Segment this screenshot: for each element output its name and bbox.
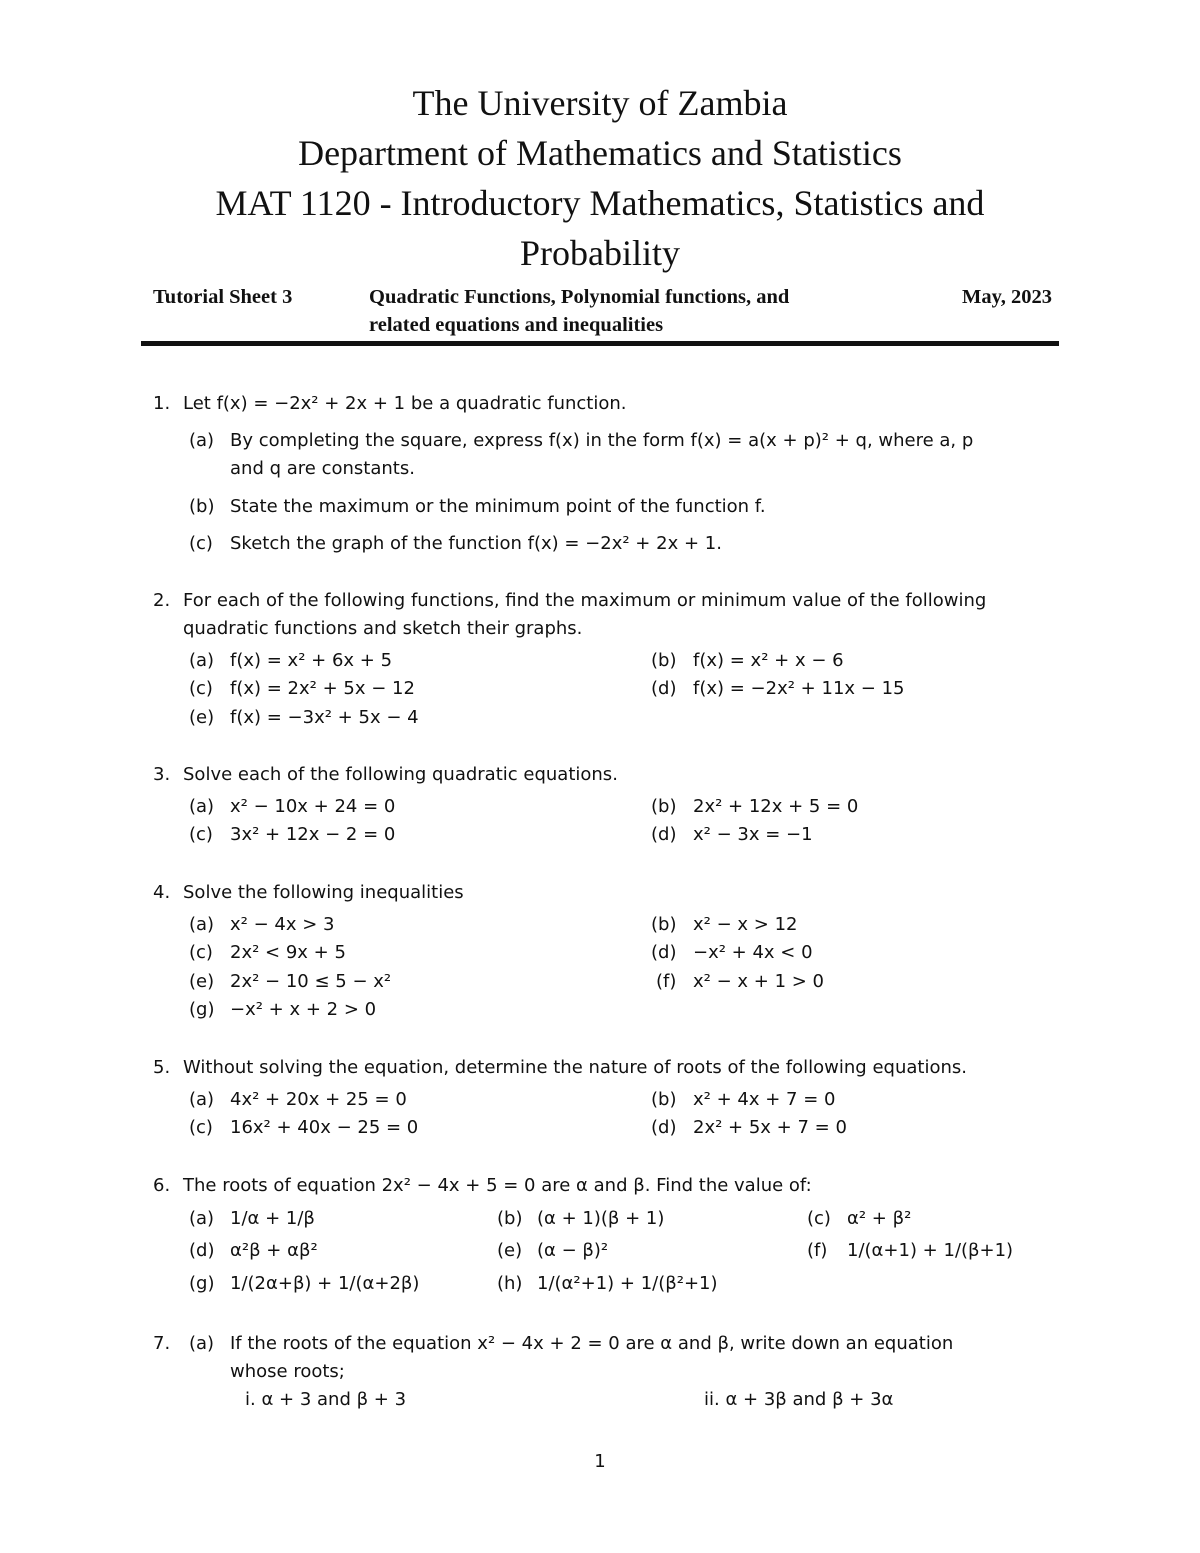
page-number: 1 [594, 1451, 606, 1472]
q7a-ii: ii. α + 3β and β + 3α [704, 1389, 894, 1410]
course-title: MAT 1120 - Introductory Mathematics, Statistics and [215, 183, 985, 223]
document-title [140, 78, 1060, 278]
q3-text: Solve each of the following quadratic equations. [183, 764, 618, 785]
q1a-text-cont: and q are constants. [230, 458, 415, 479]
q6b-expr: (α + 1)(β + 1) [537, 1208, 665, 1229]
q6a-expr: 1/α + 1/β [230, 1208, 315, 1229]
q3a-label: (a) [189, 796, 215, 817]
department-name: Department of Mathematics and Statistics [298, 133, 902, 173]
q6e-label: (e) [497, 1240, 523, 1261]
q5-number: 5. [153, 1057, 171, 1078]
q6-text: The roots of equation 2x² − 4x + 5 = 0 are α and β. Find the value of: [183, 1175, 812, 1196]
q3-number: 3. [153, 764, 171, 785]
q4b-expr: x² − x > 12 [693, 914, 798, 935]
q5d-label: (d) [651, 1117, 677, 1138]
q2b-label: (b) [651, 650, 677, 671]
q5-text: Without solving the equation, determine the nature of roots of the following equations. [183, 1057, 967, 1078]
q6c-expr: α² + β² [847, 1208, 912, 1229]
q5b-label: (b) [651, 1089, 677, 1110]
q4c-label: (c) [189, 942, 213, 963]
q5d-expr: 2x² + 5x + 7 = 0 [693, 1117, 847, 1138]
q7-number: 7. [153, 1333, 171, 1354]
q1-number: 1. [153, 393, 171, 414]
q1a-text: By completing the square, express f(x) in the form f(x) = a(x + p)² + q, where a, p [230, 430, 974, 451]
q3d-label: (d) [651, 824, 677, 845]
q6c-label: (c) [807, 1208, 831, 1229]
q3d-expr: x² − 3x = −1 [693, 824, 813, 845]
header-rule [141, 341, 1059, 346]
q2c-label: (c) [189, 678, 213, 699]
q7a-text: If the roots of the equation x² − 4x + 2 = 0 are α and β, write down an equation [230, 1333, 954, 1354]
q2-text-cont: quadratic functions and sketch their graphs. [183, 618, 583, 639]
q2-text: For each of the following functions, find the maximum or minimum value of the following [183, 590, 987, 611]
q2a-expr: f(x) = x² + 6x + 5 [230, 650, 393, 671]
sheet-number: Tutorial Sheet 3 [153, 286, 293, 308]
q4a-expr: x² − 4x > 3 [230, 914, 335, 935]
topic-line-2: related equations and inequalities [369, 314, 664, 336]
q4d-label: (d) [651, 942, 677, 963]
q6e-expr: (α − β)² [537, 1240, 609, 1261]
q6b-label: (b) [497, 1208, 523, 1229]
q5a-label: (a) [189, 1089, 215, 1110]
q6d-label: (d) [189, 1240, 215, 1261]
q6g-label: (g) [189, 1273, 215, 1294]
q7a-label: (a) [189, 1333, 215, 1354]
sheet-topic [369, 283, 789, 339]
q2d-label: (d) [651, 678, 677, 699]
q1-text: Let f(x) = −2x² + 2x + 1 be a quadratic function. [183, 393, 627, 414]
q1b-text: State the maximum or the minimum point of the function f. [230, 496, 766, 517]
q1c-label: (c) [189, 533, 213, 554]
q6g-expr: 1/(2α+β) + 1/(α+2β) [230, 1273, 420, 1294]
topic-line-1: Quadratic Functions, Polynomial functions, and [369, 286, 790, 308]
q7a-text-cont: whose roots; [230, 1361, 345, 1382]
q2e-label: (e) [189, 707, 215, 728]
q2-number: 2. [153, 590, 171, 611]
q6h-label: (h) [497, 1273, 523, 1294]
q6d-expr: α²β + αβ² [230, 1240, 318, 1261]
q3b-label: (b) [651, 796, 677, 817]
q1b-label: (b) [189, 496, 215, 517]
sheet-date: May, 2023 [962, 286, 1052, 308]
q4c-expr: 2x² < 9x + 5 [230, 942, 346, 963]
q4-text: Solve the following inequalities [183, 882, 464, 903]
q7a-i: i. α + 3 and β + 3 [245, 1389, 407, 1410]
q3b-expr: 2x² + 12x + 5 = 0 [693, 796, 859, 817]
q6-number: 6. [153, 1175, 171, 1196]
q3c-expr: 3x² + 12x − 2 = 0 [230, 824, 396, 845]
q5c-label: (c) [189, 1117, 213, 1138]
q4d-expr: −x² + 4x < 0 [693, 942, 813, 963]
q6h-expr: 1/(α²+1) + 1/(β²+1) [537, 1273, 718, 1294]
q2d-expr: f(x) = −2x² + 11x − 15 [693, 678, 905, 699]
q1c-text: Sketch the graph of the function f(x) = −2x² + 2x + 1. [230, 533, 722, 554]
q4-number: 4. [153, 882, 171, 903]
q4f-expr: x² − x + 1 > 0 [693, 971, 825, 992]
q2c-expr: f(x) = 2x² + 5x − 12 [230, 678, 415, 699]
course-title-cont: Probability [520, 233, 680, 273]
q6f-expr: 1/(α+1) + 1/(β+1) [847, 1240, 1014, 1261]
q6f-label: (f) [807, 1240, 828, 1261]
q4a-label: (a) [189, 914, 215, 935]
q4g-label: (g) [189, 999, 215, 1020]
q1a-label: (a) [189, 430, 215, 451]
q2b-expr: f(x) = x² + x − 6 [693, 650, 844, 671]
q4f-label: (f) [656, 971, 677, 992]
q4b-label: (b) [651, 914, 677, 935]
q4g-expr: −x² + x + 2 > 0 [230, 999, 377, 1020]
q3a-expr: x² − 10x + 24 = 0 [230, 796, 396, 817]
q5a-expr: 4x² + 20x + 25 = 0 [230, 1089, 407, 1110]
q3c-label: (c) [189, 824, 213, 845]
q5c-expr: 16x² + 40x − 25 = 0 [230, 1117, 419, 1138]
q5b-expr: x² + 4x + 7 = 0 [693, 1089, 836, 1110]
university-name: The University of Zambia [412, 83, 788, 123]
q4e-label: (e) [189, 971, 215, 992]
q6a-label: (a) [189, 1208, 215, 1229]
q2e-expr: f(x) = −3x² + 5x − 4 [230, 707, 419, 728]
q2a-label: (a) [189, 650, 215, 671]
q4e-expr: 2x² − 10 ≤ 5 − x² [230, 971, 392, 992]
